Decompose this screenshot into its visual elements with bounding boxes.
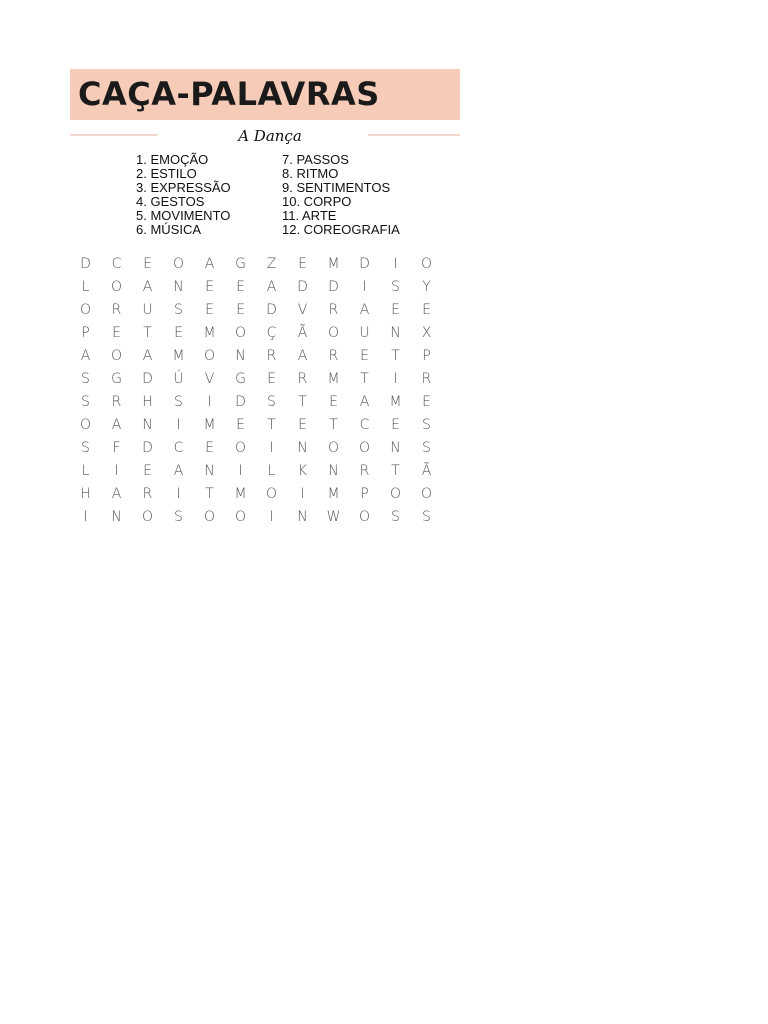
grid-cell[interactable]: T [143,325,152,341]
grid-cell[interactable]: E [205,279,214,295]
grid-cell[interactable]: N [390,440,401,456]
grid-cell[interactable]: N [297,440,308,456]
grid-cell[interactable]: E [112,325,121,341]
grid-cell[interactable]: A [111,417,122,433]
grid-cell[interactable]: O [141,509,154,525]
grid-cell[interactable]: E [329,394,338,410]
grid-cell[interactable]: I [176,417,181,433]
word-search-sheet [70,69,460,529]
page-title: CAÇA-PALAVRAS [78,75,380,113]
grid-cell[interactable]: T [205,486,214,502]
grid-cell[interactable]: A [111,486,122,502]
grid-cell[interactable]: A [142,279,153,295]
grid-cell[interactable]: T [391,348,400,364]
grid-cell[interactable]: E [391,417,400,433]
grid-cell[interactable]: P [81,325,90,341]
grid-cell[interactable]: T [329,417,338,433]
grid-cell[interactable]: S [267,394,276,410]
grid-cell[interactable]: N [173,279,184,295]
grid-cell[interactable]: D [142,371,153,387]
grid-cell[interactable]: O [203,509,216,525]
grid-cell[interactable]: T [298,394,307,410]
word-item: 2. ESTILO [136,166,197,181]
word-item: 11. ARTE [282,208,337,223]
grid-cell[interactable]: E [391,302,400,318]
grid-cell[interactable]: O [203,348,216,364]
grid-cell[interactable]: A [173,463,184,479]
grid-cell[interactable]: E [298,417,307,433]
grid-cell[interactable]: O [79,302,92,318]
grid-cell[interactable]: S [391,509,400,525]
grid-cell[interactable]: T [267,417,276,433]
grid-cell[interactable]: R [297,371,308,387]
grid-cell[interactable]: E [143,256,152,272]
grid-cell[interactable]: D [266,302,277,318]
grid-cell[interactable]: H [80,486,91,502]
grid-cell[interactable]: D [297,279,308,295]
divider-left [70,134,158,136]
grid-cell[interactable]: A [204,256,215,272]
page-subtitle: A Dança [238,127,302,145]
grid-cell[interactable]: O [420,486,433,502]
grid-cell[interactable]: O [110,348,123,364]
grid-cell[interactable]: Ã [297,325,308,341]
grid-cell[interactable]: C [359,417,370,433]
grid-cell[interactable]: A [297,348,308,364]
grid-cell[interactable]: L [81,463,90,479]
grid-cell[interactable]: X [421,325,432,341]
grid-cell[interactable]: E [298,256,307,272]
grid-cell[interactable]: I [176,486,181,502]
grid-cell[interactable]: V [297,302,308,318]
grid-cell[interactable]: E [174,325,183,341]
grid-cell[interactable]: I [393,371,398,387]
word-item: 7. PASSOS [282,152,349,167]
word-list-column-2 [282,153,432,237]
word-item: 4. GESTOS [136,194,205,209]
grid-cell[interactable]: Ú [173,371,184,387]
grid-cell[interactable]: S [174,394,183,410]
grid-cell[interactable]: S [391,279,400,295]
grid-cell[interactable]: D [235,394,246,410]
subtitle-row [70,125,460,147]
grid-cell[interactable]: O [234,440,247,456]
grid-cell[interactable]: R [111,302,122,318]
grid-cell[interactable]: O [420,256,433,272]
grid-cell[interactable]: L [267,463,276,479]
grid-cell[interactable]: S [81,440,90,456]
grid-cell[interactable]: O [172,256,185,272]
grid-cell[interactable]: M [327,371,340,387]
grid-cell[interactable]: N [142,417,153,433]
title-banner [70,69,460,120]
grid-cell[interactable]: N [204,463,215,479]
grid-cell[interactable]: A [359,394,370,410]
grid-cell[interactable]: E [236,279,245,295]
grid-cell[interactable]: O [234,325,247,341]
grid-cell[interactable]: I [269,440,274,456]
grid-cell[interactable]: T [360,371,369,387]
grid-cell[interactable]: M [203,325,216,341]
grid-cell[interactable]: L [81,279,90,295]
grid-cell[interactable]: R [421,371,432,387]
grid-cell[interactable]: C [173,440,184,456]
grid-cell[interactable]: E [267,371,276,387]
grid-cell[interactable]: P [360,486,369,502]
grid-cell[interactable]: M [389,394,402,410]
grid-cell[interactable]: V [204,371,215,387]
grid-cell[interactable]: E [143,463,152,479]
grid-cell[interactable]: M [327,486,340,502]
grid-cell[interactable]: F [112,440,121,456]
grid-cell[interactable]: S [422,509,431,525]
grid-cell[interactable]: N [390,325,401,341]
grid-cell[interactable]: D [80,256,91,272]
grid-cell[interactable]: I [207,394,212,410]
grid-cell[interactable]: E [236,302,245,318]
word-item: 12. COREOGRAFIA [282,222,400,237]
grid-cell[interactable]: I [114,463,119,479]
grid-cell[interactable]: S [174,509,183,525]
grid-cell[interactable]: S [422,417,431,433]
grid-cell[interactable]: E [205,302,214,318]
grid-cell[interactable]: T [391,463,400,479]
grid-cell[interactable]: P [422,348,431,364]
grid-cell[interactable]: U [142,302,153,318]
grid-cell[interactable]: D [359,256,370,272]
grid-cell[interactable]: A [80,348,91,364]
grid-cell[interactable]: I [300,486,305,502]
grid-cell[interactable]: I [269,509,274,525]
grid-cell[interactable]: M [203,417,216,433]
word-item: 1. EMOÇÃO [136,152,209,167]
grid-cell[interactable]: D [328,279,339,295]
grid-cell[interactable]: C [111,256,122,272]
grid-cell[interactable]: O [327,325,340,341]
grid-cell[interactable]: G [235,256,246,272]
word-item: 10. CORPO [282,194,352,209]
word-item: 3. EXPRESSÃO [136,180,231,195]
grid-cell[interactable]: N [235,348,246,364]
grid-cell[interactable]: E [236,417,245,433]
word-item: 5. MOVIMENTO [136,208,231,223]
word-item: 6. MÚSICA [136,222,202,237]
grid-cell[interactable]: R [328,302,339,318]
grid-cell[interactable]: K [297,463,308,479]
grid-cell[interactable]: S [174,302,183,318]
grid-cell[interactable]: S [81,394,90,410]
grid-cell[interactable]: S [81,371,90,387]
grid-cell[interactable]: M [172,348,185,364]
grid-cell[interactable]: N [297,509,308,525]
divider-right [368,134,460,136]
grid-cell[interactable]: N [328,463,339,479]
grid-cell[interactable]: E [360,348,369,364]
grid-cell[interactable]: H [142,394,153,410]
grid-cell[interactable]: I [238,463,243,479]
grid-cell[interactable]: M [234,486,247,502]
grid-cell[interactable]: S [422,440,431,456]
letter-grid [70,253,450,529]
grid-cell[interactable]: Z [266,256,277,272]
grid-cell[interactable]: N [111,509,122,525]
word-item: 9. SENTIMENTOS [282,180,391,195]
grid-cell[interactable]: O [265,486,278,502]
grid-cell[interactable]: R [328,348,339,364]
grid-cell[interactable]: I [362,279,367,295]
grid-cell[interactable]: A [359,302,370,318]
grid-cell[interactable]: R [142,486,153,502]
grid-cell[interactable]: W [326,509,341,525]
grid-cell[interactable]: E [422,394,431,410]
grid-cell[interactable]: M [327,256,340,272]
grid-cell[interactable]: Y [422,279,431,295]
grid-cell[interactable]: A [266,279,277,295]
grid-cell[interactable]: A [142,348,153,364]
grid-cell[interactable]: O [358,509,371,525]
grid-cell[interactable]: U [359,325,370,341]
grid-cell[interactable]: I [83,509,88,525]
grid-cell[interactable]: Ã [421,463,432,479]
grid-cell[interactable]: E [422,302,431,318]
word-list-column-1 [136,153,286,237]
grid-cell[interactable]: O [358,440,371,456]
grid-cell[interactable]: G [111,371,122,387]
grid-cell[interactable]: E [205,440,214,456]
grid-cell[interactable]: R [266,348,277,364]
grid-cell[interactable]: I [393,256,398,272]
grid-cell[interactable]: O [389,486,402,502]
grid-cell[interactable]: R [111,394,122,410]
grid-cell[interactable]: Ç [266,325,277,341]
grid-cell[interactable]: O [327,440,340,456]
grid-cell[interactable]: G [235,371,246,387]
grid-cell[interactable]: D [142,440,153,456]
grid-cell[interactable]: O [110,279,123,295]
grid-cell[interactable]: R [359,463,370,479]
grid-cell[interactable]: O [79,417,92,433]
grid-cell[interactable]: O [234,509,247,525]
word-item: 8. RITMO [282,166,339,181]
